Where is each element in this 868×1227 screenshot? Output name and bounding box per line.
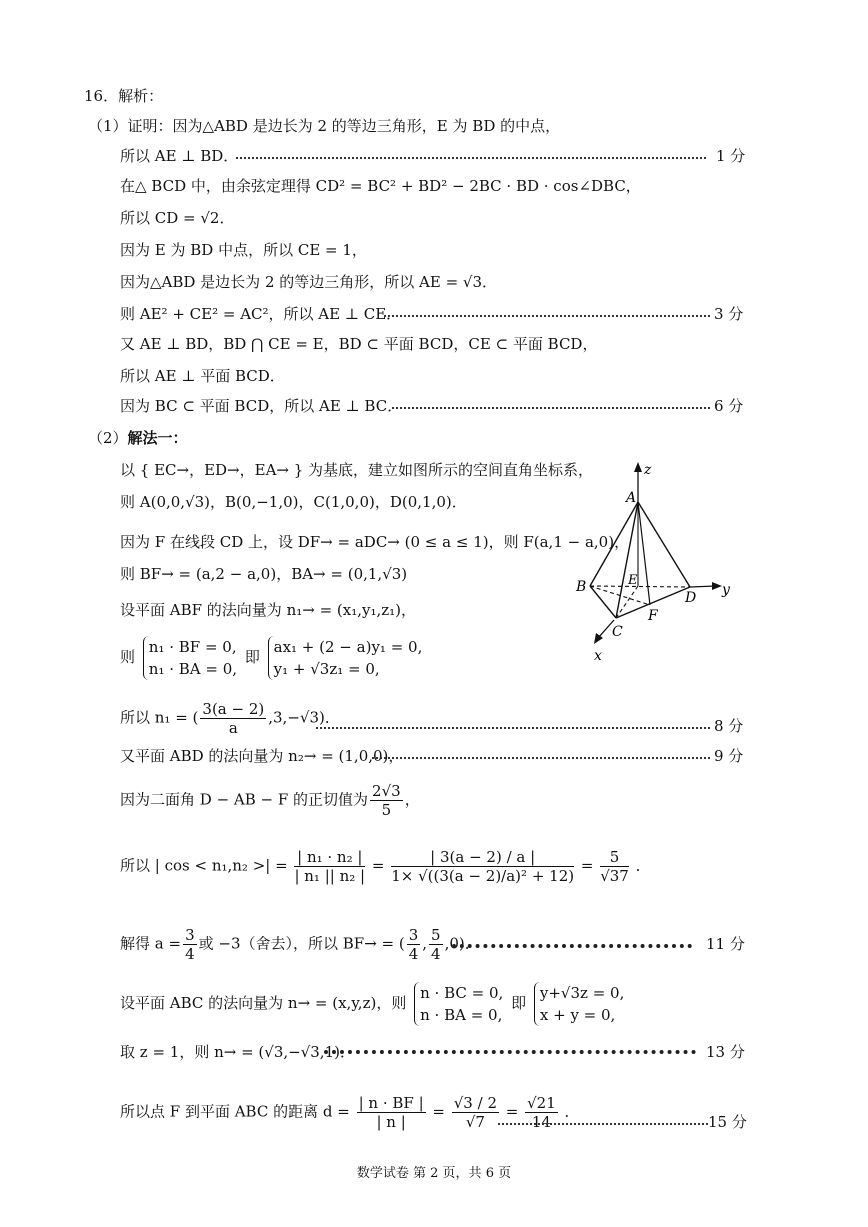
line-8: 所以 AE ⊥ 平面 BCD．: [120, 367, 285, 385]
line-6: 则 AE² + CE² = AC²，所以 AE ⊥ CE．: [120, 305, 402, 323]
leader-dots: [498, 1123, 708, 1125]
denominator: √7: [465, 1113, 485, 1131]
edge-ad: [638, 502, 690, 587]
text: 所以点 F 到平面 ABC 的距离 d =: [120, 1102, 350, 1121]
line-3: 所以 CD = √2．: [120, 209, 235, 227]
line-m12: [120, 982, 627, 1026]
text: ,3,−√3)．: [268, 708, 340, 727]
score-6: 6 分: [714, 397, 744, 415]
line-m11: 解得 a = $\frac{3}{4}$ 或 −3（舍去），所以 BF→ = ( $\frac{3}{4}$ , $\frac{5}{4}$ ,0)．: [120, 926, 480, 963]
label-c: C: [612, 624, 623, 640]
namely-label: 即: [244, 648, 260, 666]
system-eq-2: n₁ · BA = 0,: [148, 660, 238, 678]
label-e: E: [628, 573, 638, 588]
pyramid-figure: [570, 458, 740, 668]
text: 因为二面角 D − AB − F 的正切值为: [120, 790, 369, 809]
score-13: 13 分: [706, 1043, 745, 1061]
system-eq-1: n · BC = 0,: [420, 984, 504, 1002]
label-a: A: [626, 490, 637, 506]
system-brace: [268, 636, 423, 680]
system-eq-1: n₁ · BF = 0,: [148, 638, 237, 656]
leader-dots: [316, 727, 710, 729]
leader-dots: [324, 1050, 696, 1054]
denominator: 4: [408, 945, 419, 963]
line-m4: 则 BF→ = (a,2 − a,0)，BA→ = (0,1,√3): [120, 565, 408, 583]
numerator: | n · BF |: [358, 1094, 424, 1112]
leader-dots: [452, 944, 692, 948]
label-b: B: [576, 579, 587, 595]
denominator: 1× √((3(a − 2)/a)² + 12): [391, 867, 575, 885]
denominator: | n₁ || n₂ |: [294, 867, 366, 885]
edge-ac: [616, 502, 638, 618]
then-label: 则: [120, 648, 136, 666]
line-4: 因为 E 为 BD 中点，所以 CE = 1，: [120, 241, 367, 259]
leader-dots: [384, 315, 710, 317]
part1-title: （1）证明：因为△ABD 是边长为 2 的等边三角形，E 为 BD 的中点，: [88, 117, 561, 135]
score-3: 3 分: [714, 305, 744, 323]
line-m8: 又平面 ABD 的法向量为 n₂→ = (1,0,0)，: [120, 747, 404, 765]
line-m10: 所以 | cos < n₁,n₂ >| = $\frac{\text{| n₁ · n₂ |}}{\text{| n₁ || n₂ |}}$ = $\frac{| 3(a - 2) / a |}{\text{1× √((3(a − 2)/a)² + 12)}}$ = $\frac{5}{√37}$ ．: [120, 848, 651, 885]
leader-dots: [236, 157, 706, 159]
numerator: 5: [600, 848, 629, 867]
score-15: 15 分: [708, 1113, 747, 1131]
fraction: [452, 1094, 499, 1131]
denominator: | n |: [376, 1113, 406, 1131]
label-d: D: [685, 590, 697, 606]
leader-dots: [372, 757, 710, 759]
text: 设平面 ABC 的法向量为 n→ = (x,y,z)，则: [120, 994, 407, 1012]
line-m14: 所以点 F 到平面 ABC 的距离 d = $\frac{| n \cdot BF |}{| n |}$ = $\frac{√3 / 2}{√7}$ = $\frac{√21}{14}$ ．: [120, 1094, 580, 1131]
label-x: x: [594, 648, 602, 664]
line-2: 在△ BCD 中，由余弦定理得 CD² = BC² + BD² − 2BC · BD · cos∠DBC，: [120, 177, 641, 195]
system-brace: [534, 982, 624, 1026]
namely-label: 即: [511, 994, 527, 1012]
denominator: 4: [185, 945, 195, 963]
fraction: [391, 848, 574, 885]
line-9: 因为 BC ⊂ 平面 BCD，所以 AE ⊥ BC．: [120, 397, 403, 415]
fraction: [183, 926, 197, 963]
line-m6: [120, 636, 425, 680]
line-m9: [120, 782, 420, 819]
denominator: a: [228, 719, 238, 737]
system-eq-4: x + y = 0,: [539, 1006, 616, 1024]
arrow-icon: [712, 582, 722, 590]
line-m3: 因为 F 在线段 CD 上，设 DF→ = aDC→ (0 ≤ a ≤ 1)，则 F(a,1 − a,0)，: [120, 533, 630, 551]
text: 所以 | cos < n₁,n₂ >| =: [120, 856, 288, 875]
system-eq-2: n · BA = 0,: [420, 1006, 503, 1024]
part2-prefix: （2）: [88, 429, 128, 447]
numerator: 3: [408, 926, 419, 944]
line-m2: 则 A(0,0,√3)，B(0,−1,0)，C(1,0,0)，D(0,1,0)．: [120, 493, 467, 511]
denominator: 4: [431, 945, 441, 963]
text: 解得 a =: [120, 934, 182, 953]
fraction: [294, 848, 365, 885]
system-eq-4: y₁ + √3z₁ = 0,: [273, 660, 380, 678]
numerator: √21: [527, 1094, 556, 1112]
fraction: [429, 926, 443, 963]
edge-bc: [590, 586, 616, 618]
label-z: z: [644, 462, 652, 478]
denominator: √37: [600, 867, 629, 885]
system-brace: [143, 636, 237, 680]
score-9: 9 分: [714, 747, 744, 765]
line-m1: 以 { EC→，ED→，EA→ } 为基底，建立如图所示的空间直角坐标系，: [120, 461, 594, 479]
numerator: 3: [185, 926, 195, 944]
numerator: 3(a − 2): [202, 700, 265, 718]
line-m13: 取 z = 1，则 n→ = (√3,−√3,1)．: [120, 1043, 355, 1061]
fraction: [200, 700, 266, 737]
part2-title: [88, 428, 188, 448]
question-number: 16．解析：: [84, 87, 164, 105]
line-1: 所以 AE ⊥ BD．: [120, 147, 239, 165]
line-7: 又 AE ⊥ BD，BD ⋂ CE = E，BD ⊂ 平面 BCD，CE ⊂ 平面 BCD，: [120, 335, 598, 353]
fraction: [357, 1094, 426, 1131]
text: 所以 n₁ = (: [120, 708, 199, 727]
page-footer: 数学试卷 第 2 页，共 6 页: [356, 1166, 512, 1181]
denominator: 14: [531, 1113, 551, 1131]
numerator: √3 / 2: [453, 1094, 497, 1112]
leader-dots: [392, 407, 710, 409]
fraction: [600, 848, 629, 885]
edge-bd: [590, 586, 690, 587]
line-5: 因为△ABD 是边长为 2 的等边三角形，所以 AE = √3．: [120, 273, 498, 291]
text: ，: [404, 790, 420, 809]
system-eq-3: y+√3z = 0,: [539, 984, 625, 1002]
text: ．: [564, 1102, 580, 1121]
numerator: 2√3: [372, 782, 401, 800]
system-brace: [414, 982, 503, 1026]
numerator: 5: [431, 926, 441, 944]
score-1: 1 分: [716, 147, 746, 165]
arrow-icon: [634, 462, 642, 472]
fraction: [407, 926, 421, 963]
label-f: F: [648, 608, 658, 624]
method-title: 解法一：: [127, 429, 188, 447]
text: 或 −3（舍去），所以 BF→ = (: [198, 934, 405, 953]
line-m5: 设平面 ABF 的法向量为 n₁→ = (x₁,y₁,z₁)，: [120, 601, 417, 619]
fraction: [525, 1094, 558, 1131]
system-eq-3: ax₁ + (2 − a)y₁ = 0,: [273, 638, 423, 656]
line-m7: [120, 700, 340, 737]
numerator: | n₁ · n₂ |: [294, 848, 365, 867]
numerator: | 3(a − 2) / a |: [391, 848, 574, 867]
score-11: 11 分: [706, 935, 745, 953]
segment-bf: [590, 586, 650, 605]
fraction: [370, 782, 403, 819]
text: ,0)．: [444, 934, 480, 953]
label-y: y: [722, 582, 730, 598]
score-8: 8 分: [714, 717, 744, 735]
text: ．: [635, 856, 651, 875]
denominator: 5: [381, 801, 392, 819]
